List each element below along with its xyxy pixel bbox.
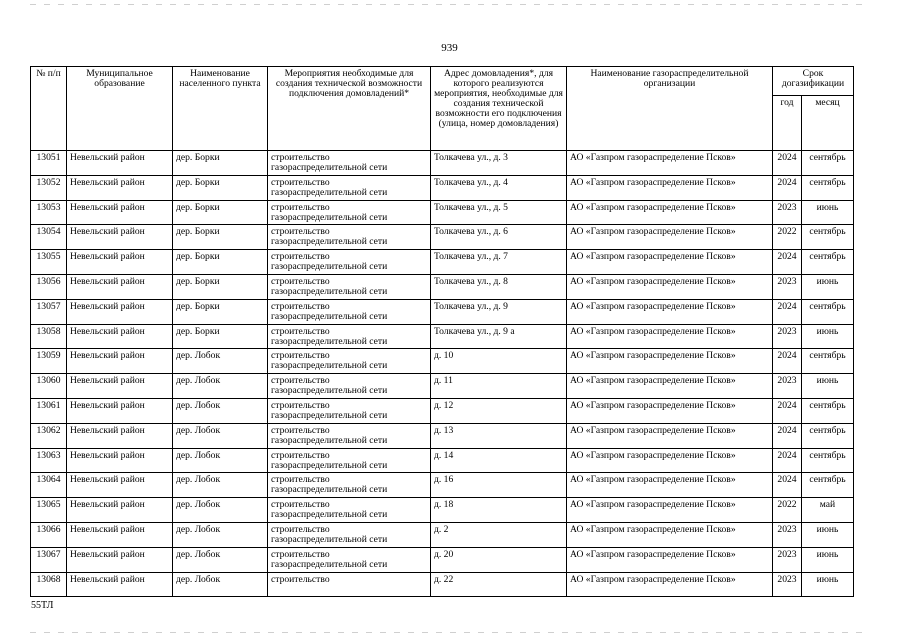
cell-month: июнь	[802, 547, 854, 572]
cell-org: АО «Газпром газораспределение Псков»	[567, 547, 773, 572]
cell-municipality: Невельский район	[67, 324, 173, 349]
cell-address: Толкачева ул., д. 7	[431, 250, 567, 275]
cell-municipality: Невельский район	[67, 274, 173, 299]
cell-measures: строительство газораспределительной сети	[268, 398, 431, 423]
cell-settlement: дер. Лобок	[173, 498, 268, 523]
cell-year: 2024	[773, 175, 802, 200]
cell-address: д. 16	[431, 473, 567, 498]
cell-org: АО «Газпром газораспределение Псков»	[567, 473, 773, 498]
cell-measures: строительство	[268, 572, 431, 597]
cell-year: 2024	[773, 448, 802, 473]
table-row	[31, 498, 854, 523]
cell-municipality: Невельский район	[67, 151, 173, 176]
cell-municipality: Невельский район	[67, 374, 173, 399]
cell-measures: строительство газораспределительной сети	[268, 473, 431, 498]
cell-measures: строительство газораспределительной сети	[268, 324, 431, 349]
table-row	[31, 151, 854, 176]
cell-settlement: дер. Борки	[173, 225, 268, 250]
cell-org: АО «Газпром газораспределение Псков»	[567, 324, 773, 349]
header-month: месяц	[802, 96, 854, 151]
cell-num: 13056	[31, 274, 67, 299]
cell-year: 2022	[773, 225, 802, 250]
header-organization: Наименование газораспределительной организации	[567, 67, 773, 151]
cell-month: июнь	[802, 274, 854, 299]
cell-month: сентябрь	[802, 151, 854, 176]
cell-measures: строительство газораспределительной сети	[268, 200, 431, 225]
cell-num: 13060	[31, 374, 67, 399]
cell-address: Толкачева ул., д. 9	[431, 299, 567, 324]
cell-year: 2024	[773, 250, 802, 275]
cell-num: 13066	[31, 522, 67, 547]
cell-address: д. 20	[431, 547, 567, 572]
cell-num: 13062	[31, 423, 67, 448]
cell-address: д. 14	[431, 448, 567, 473]
cell-month: сентябрь	[802, 448, 854, 473]
cell-settlement: дер. Лобок	[173, 473, 268, 498]
cell-address: д. 18	[431, 498, 567, 523]
cell-month: июнь	[802, 572, 854, 597]
cell-org: АО «Газпром газораспределение Псков»	[567, 572, 773, 597]
cell-settlement: дер. Борки	[173, 200, 268, 225]
cell-measures: строительство газораспределительной сети	[268, 349, 431, 374]
cell-org: АО «Газпром газораспределение Псков»	[567, 522, 773, 547]
cell-address: д. 10	[431, 349, 567, 374]
cell-org: АО «Газпром газораспределение Псков»	[567, 398, 773, 423]
cell-municipality: Невельский район	[67, 200, 173, 225]
cell-municipality: Невельский район	[67, 423, 173, 448]
cell-org: АО «Газпром газораспределение Псков»	[567, 250, 773, 275]
cell-month: июнь	[802, 522, 854, 547]
cell-org: АО «Газпром газораспределение Псков»	[567, 448, 773, 473]
cell-address: д. 11	[431, 374, 567, 399]
table-row	[31, 250, 854, 275]
cell-month: сентябрь	[802, 175, 854, 200]
cell-measures: строительство газораспределительной сети	[268, 374, 431, 399]
cell-year: 2024	[773, 349, 802, 374]
cell-settlement: дер. Борки	[173, 175, 268, 200]
cell-num: 13053	[31, 200, 67, 225]
cell-measures: строительство газораспределительной сети	[268, 299, 431, 324]
cell-measures: строительство газораспределительной сети	[268, 498, 431, 523]
cell-num: 13058	[31, 324, 67, 349]
cell-year: 2023	[773, 374, 802, 399]
cell-year: 2024	[773, 299, 802, 324]
header-address: Адрес домовладения*, для которого реализуются мероприятия, необходимые для создания технической возможности его подключения (улица, номер домовладения)	[431, 67, 567, 151]
cell-settlement: дер. Лобок	[173, 448, 268, 473]
cell-org: АО «Газпром газораспределение Псков»	[567, 175, 773, 200]
cell-address: д. 22	[431, 572, 567, 597]
cell-year: 2024	[773, 151, 802, 176]
cell-address: Толкачева ул., д. 8	[431, 274, 567, 299]
cell-org: АО «Газпром газораспределение Псков»	[567, 225, 773, 250]
cell-year: 2024	[773, 473, 802, 498]
table-row	[31, 547, 854, 572]
cell-org: АО «Газпром газораспределение Псков»	[567, 151, 773, 176]
cell-address: Толкачева ул., д. 6	[431, 225, 567, 250]
cell-municipality: Невельский район	[67, 547, 173, 572]
cell-org: АО «Газпром газораспределение Псков»	[567, 200, 773, 225]
cell-month: сентябрь	[802, 423, 854, 448]
table-row	[31, 423, 854, 448]
cell-num: 13055	[31, 250, 67, 275]
cell-measures: строительство газораспределительной сети	[268, 151, 431, 176]
cell-month: июнь	[802, 324, 854, 349]
footer-code: 55ТЛ	[31, 600, 54, 611]
cell-address: д. 2	[431, 522, 567, 547]
cell-year: 2023	[773, 572, 802, 597]
header-settlement: Наименование населенного пункта	[173, 67, 268, 151]
cell-settlement: дер. Лобок	[173, 547, 268, 572]
cell-address: Толкачева ул., д. 5	[431, 200, 567, 225]
cell-settlement: дер. Лобок	[173, 374, 268, 399]
cell-settlement: дер. Борки	[173, 250, 268, 275]
cell-num: 13061	[31, 398, 67, 423]
cell-month: сентябрь	[802, 299, 854, 324]
cell-measures: строительство газораспределительной сети	[268, 423, 431, 448]
table-row	[31, 473, 854, 498]
cell-month: сентябрь	[802, 225, 854, 250]
cell-measures: строительство газораспределительной сети	[268, 448, 431, 473]
cell-settlement: дер. Борки	[173, 299, 268, 324]
cell-num: 13052	[31, 175, 67, 200]
cell-municipality: Невельский район	[67, 250, 173, 275]
scan-artifact-top	[30, 4, 870, 5]
cell-num: 13065	[31, 498, 67, 523]
table-row	[31, 274, 854, 299]
header-num: № п/п	[31, 67, 67, 151]
table-row	[31, 225, 854, 250]
table-row	[31, 324, 854, 349]
cell-measures: строительство газораспределительной сети	[268, 274, 431, 299]
table-row	[31, 572, 854, 597]
cell-year: 2023	[773, 324, 802, 349]
cell-org: АО «Газпром газораспределение Псков»	[567, 374, 773, 399]
cell-num: 13051	[31, 151, 67, 176]
cell-settlement: дер. Борки	[173, 324, 268, 349]
cell-num: 13057	[31, 299, 67, 324]
cell-municipality: Невельский район	[67, 349, 173, 374]
cell-municipality: Невельский район	[67, 448, 173, 473]
cell-num: 13059	[31, 349, 67, 374]
cell-month: сентябрь	[802, 250, 854, 275]
cell-municipality: Невельский район	[67, 572, 173, 597]
cell-org: АО «Газпром газораспределение Псков»	[567, 349, 773, 374]
cell-year: 2023	[773, 200, 802, 225]
cell-municipality: Невельский район	[67, 299, 173, 324]
cell-municipality: Невельский район	[67, 225, 173, 250]
table-body	[31, 151, 854, 597]
cell-measures: строительство газораспределительной сети	[268, 522, 431, 547]
cell-municipality: Невельский район	[67, 398, 173, 423]
cell-month: сентябрь	[802, 398, 854, 423]
cell-year: 2023	[773, 547, 802, 572]
page-number: 939	[441, 42, 458, 54]
cell-org: АО «Газпром газораспределение Псков»	[567, 423, 773, 448]
cell-year: 2022	[773, 498, 802, 523]
table-row	[31, 349, 854, 374]
cell-settlement: дер. Лобок	[173, 398, 268, 423]
scan-artifact-bottom	[30, 632, 870, 633]
header-term: Срок догазификации	[773, 67, 854, 96]
cell-measures: строительство газораспределительной сети	[268, 225, 431, 250]
cell-municipality: Невельский район	[67, 498, 173, 523]
table-row	[31, 175, 854, 200]
cell-year: 2023	[773, 274, 802, 299]
cell-org: АО «Газпром газораспределение Псков»	[567, 274, 773, 299]
table-row	[31, 522, 854, 547]
cell-month: июнь	[802, 374, 854, 399]
cell-month: сентябрь	[802, 473, 854, 498]
cell-num: 13067	[31, 547, 67, 572]
table-header	[31, 67, 854, 151]
cell-settlement: дер. Лобок	[173, 423, 268, 448]
header-measures: Мероприятия необходимые для создания технической возможности подключения домовладений*	[268, 67, 431, 151]
cell-municipality: Невельский район	[67, 175, 173, 200]
cell-measures: строительство газораспределительной сети	[268, 547, 431, 572]
header-year: год	[773, 96, 802, 151]
cell-measures: строительство газораспределительной сети	[268, 250, 431, 275]
gasification-register-table	[30, 66, 854, 597]
cell-year: 2024	[773, 398, 802, 423]
cell-year: 2023	[773, 522, 802, 547]
cell-settlement: дер. Борки	[173, 151, 268, 176]
cell-org: АО «Газпром газораспределение Псков»	[567, 299, 773, 324]
table-row	[31, 374, 854, 399]
cell-month: май	[802, 498, 854, 523]
table-row	[31, 448, 854, 473]
cell-address: д. 13	[431, 423, 567, 448]
cell-address: д. 12	[431, 398, 567, 423]
cell-month: июнь	[802, 200, 854, 225]
table-row	[31, 200, 854, 225]
header-municipality: Муниципальное образование	[67, 67, 173, 151]
cell-municipality: Невельский район	[67, 522, 173, 547]
cell-year: 2024	[773, 423, 802, 448]
cell-num: 13064	[31, 473, 67, 498]
table-row	[31, 398, 854, 423]
cell-measures: строительство газораспределительной сети	[268, 175, 431, 200]
cell-municipality: Невельский район	[67, 473, 173, 498]
table-row	[31, 299, 854, 324]
cell-num: 13054	[31, 225, 67, 250]
cell-settlement: дер. Лобок	[173, 572, 268, 597]
cell-address: Толкачева ул., д. 4	[431, 175, 567, 200]
cell-address: Толкачева ул., д. 3	[431, 151, 567, 176]
cell-month: сентябрь	[802, 349, 854, 374]
cell-settlement: дер. Лобок	[173, 522, 268, 547]
cell-settlement: дер. Лобок	[173, 349, 268, 374]
cell-num: 13068	[31, 572, 67, 597]
cell-org: АО «Газпром газораспределение Псков»	[567, 498, 773, 523]
cell-address: Толкачева ул., д. 9 а	[431, 324, 567, 349]
cell-num: 13063	[31, 448, 67, 473]
cell-settlement: дер. Борки	[173, 274, 268, 299]
